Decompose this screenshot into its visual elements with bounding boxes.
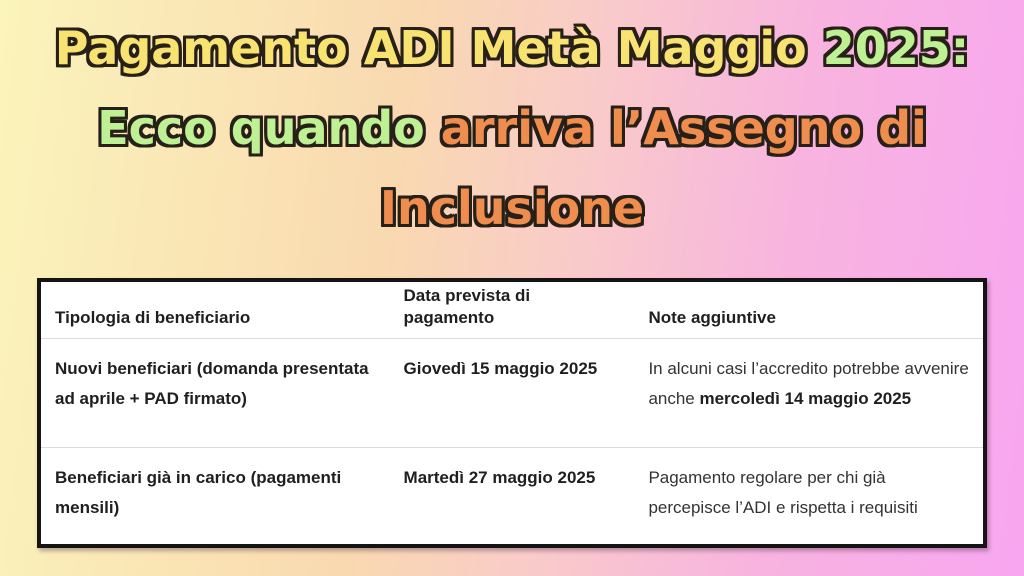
payments-table	[37, 278, 987, 548]
row-2-tipologia-text: Beneficiari già in carico (pagamenti mensili)	[55, 468, 342, 517]
row-1-note-text: In alcuni casi l’accredito potrebbe avvenire anche	[648, 359, 969, 408]
row-2-note-text: Pagamento regolare per chi già percepisce l’ADI e rispetta i requisiti	[648, 468, 918, 517]
header-label-tipologia: Tipologia di beneficiario	[55, 307, 251, 327]
header-cell-note	[634, 282, 983, 339]
title-segment-yellow: Pagamento ADI Metà Maggio	[54, 21, 823, 75]
table-row-1-cell-data	[390, 339, 635, 448]
header-cell-data-pagamento	[390, 282, 635, 339]
header-label-note: Note aggiuntive	[648, 307, 776, 327]
row-2-data-text: Martedì 27 maggio 2025	[403, 468, 596, 487]
title-line-2	[0, 88, 1024, 168]
title-segment-orange: arriva l’Assegno di	[440, 101, 927, 155]
row-1-tipologia-text: Nuovi beneficiari (domanda presentata ad aprile + PAD firmato)	[55, 359, 369, 408]
table-row-2-cell-note	[634, 448, 983, 544]
title-line-1	[0, 8, 1024, 88]
table-row-2-cell-tipologia	[41, 448, 390, 544]
header-label-data-pagamento: Data prevista di pagamento	[403, 285, 531, 327]
table-row-2-cell-data	[390, 448, 635, 544]
table-row-1-cell-tipologia	[41, 339, 390, 448]
title-segment-green: 2025:	[822, 21, 970, 75]
page-title	[0, 8, 1024, 248]
title-segment-green: Ecco quando	[97, 101, 441, 155]
header-cell-tipologia	[41, 282, 390, 339]
row-1-data-text: Giovedì 15 maggio 2025	[403, 359, 598, 378]
row-1-note-bold-date: mercoledì 14 maggio 2025	[699, 388, 912, 408]
table-row-1-cell-note	[634, 339, 983, 448]
title-segment-orange: Inclusione	[379, 181, 645, 235]
title-line-3	[0, 168, 1024, 248]
payments-table-grid	[41, 282, 983, 544]
